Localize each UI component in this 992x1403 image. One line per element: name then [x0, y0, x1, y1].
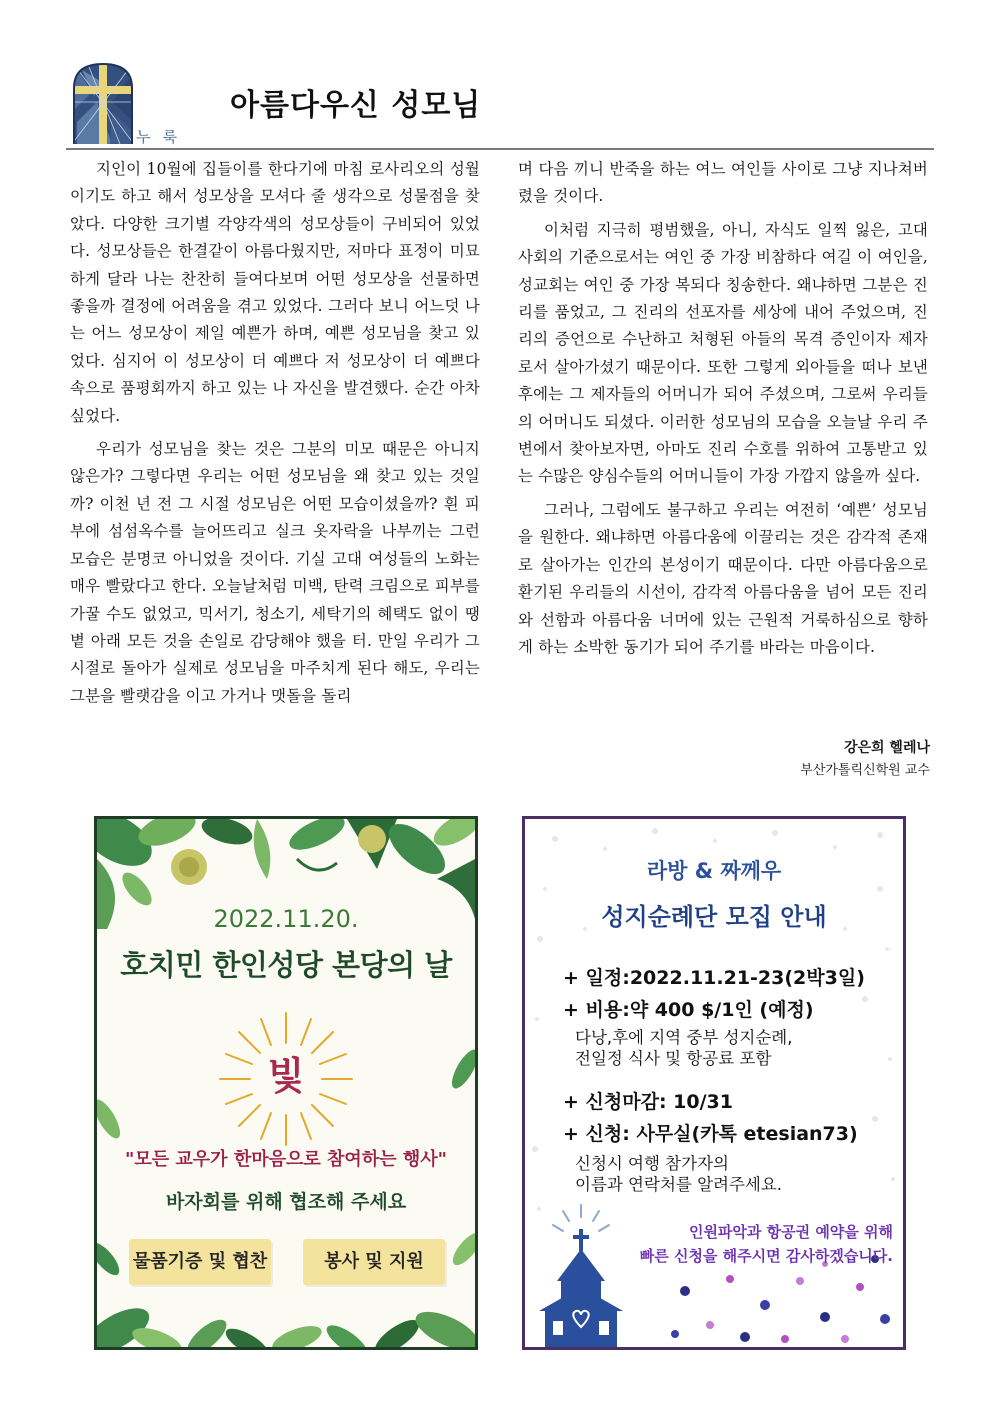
event-quote: "모든 교우가 한마음으로 참여하는 행사" — [124, 1149, 448, 1170]
schedule-line: + 일정:2022.11.21-23(2박3일) — [563, 967, 865, 989]
pilgrimage-subtitle: 라방 & 짜께우 — [646, 859, 782, 883]
deadline-line: + 신청마감: 10/31 — [563, 1091, 733, 1113]
article-column-left — [70, 156, 480, 710]
event-date: 2022.11.20. — [213, 905, 359, 933]
author-affiliation: 부산가톨릭신학원 교수 — [800, 763, 930, 778]
article-paragraph: 이처럼 지극히 평범했을, 아니, 자식도 일찍 잃은, 고대 사회의 기준으로서는 여인 중 가장 비참하다 여길 이 여인을, 성교회는 여인 중 가장 복되다 칭송한다. 왜냐하면 그분은 진리를 품었고, 그 진리의 선포자를 세상에 내어 주었으며, 진리의 증언으로 수난하고 처형된 아들의 목격 증인이자 제자로서 살아가셨기 때문이다. 또한 그렇게 외아들을 떠나 보낸 후에는 그 제자들의 어머니가 되어 주셨으며, 그로써 우리들의 어머니도 되셨다. 이러한 성모님의 모습을 오늘날 우리 주변에서 찾아보자면, 아마도 진리 수호를 위하여 고통받고 있는 수많은 양심수들의 어머니들이 가장 가깝지 않을까 싶다. — [518, 220, 928, 486]
article — [70, 156, 934, 776]
volunteer-support-label: 봉사 및 지원 — [303, 1239, 445, 1285]
author-name: 강은희 헬레나 — [843, 740, 930, 756]
donation-sponsorship-label: 물품기증 및 협찬 — [129, 1239, 271, 1285]
article-paragraph: 우리가 성모님을 찾는 것은 그분의 미모 때문은 아니지 않은가? 그렇다면 우리는 어떤 성모님을 왜 찾고 있는 것일까? 이천 년 전 그 시절 성모님은 어떤 모습이셨을까? 흰 피부에 섬섬옥수를 늘어뜨리고 실크 옷자락을 나부끼는 그런 모습은 분명코 아니었을 것이다. 기실 고대 여성들의 노화는 매우 빨랐다고 한다. 오늘날처럼 미백, 탄력 크림으로 피부를 가꿀 수도 없었고, 믹서기, 청소기, 세탁기의 혜택도 없이 땡볕 아래 모든 것을 손일로 감당해야 했을 터. 만일 우리가 그 시절로 돌아가 실제로 성모님을 마주치게 된다 해도, 우리는 그분을 빨랫감을 이고 가거나 맷돌을 돌리 — [70, 440, 480, 705]
apply-detail: 이름과 연락처를 알려주세요. — [575, 1175, 783, 1194]
page-header — [66, 62, 934, 154]
cross-window-icon — [72, 62, 134, 144]
bazaar-request: 바자회를 위해 협조해 주세요 — [165, 1191, 407, 1213]
booking-note: 빠른 신청을 해주시면 감사하겠습니다. — [639, 1247, 893, 1265]
article-paragraph: 며 다음 끼니 반죽을 하는 여느 여인들 사이로 그냥 지나쳐버렸을 것이다. — [518, 160, 928, 206]
apply-line: + 신청: 사무실(카톡 etesian73) — [563, 1123, 858, 1145]
header-divider — [66, 148, 934, 150]
article-column-right — [518, 156, 928, 661]
article-paragraph: 지인이 10월에 집들이를 한다기에 마침 로사리오의 성월이기도 하고 해서 성모상을 모셔다 줄 생각으로 성물점을 찾았다. 다양한 크기별 각양각색의 성모상들이 구비되어 있었다. 성모상들은 한결같이 아름다웠지만, 저마다 표정이 미묘하게 달라 나는 찬찬히 들여다보며 어떤 성모상을 선물하면 좋을까 결정에 어려움을 겪고 있었다. 그러다 보니 어느덧 나는 어느 성모상이 제일 예쁜가 하며, 예쁜 성모님을 찾고 있었다. 심지어 이 성모상이 더 예쁘다 저 성모상이 더 예쁘다 속으로 품평회까지 하고 있는 나 자신을 발견했다. 순간 아차 싶었다. — [70, 160, 480, 425]
article-paragraph: 그러나, 그럼에도 불구하고 우리는 여전히 ‘예쁜’ 성모님을 원한다. 왜냐하면 아름다움에 이끌리는 것은 감각적 존재로 살아가는 인간의 본성이기 때문이다. 다만 아름다움으로 환기된 우리들의 시선이, 감각적 아름다움을 넘어 모든 진리와 선함과 아름다움 너머에 있는 근원적 거룩하심으로 향하게 하는 소박한 동기가 되어 주기를 바라는 마음이다. — [518, 500, 928, 656]
light-word: 빛 — [267, 1054, 305, 1098]
section-label: 누 룩 — [136, 129, 182, 146]
pilgrimage-poster — [522, 816, 906, 1350]
author-signature — [800, 736, 930, 782]
cost-line: + 비용:약 400 $/1인 (예정) — [563, 999, 814, 1021]
page-title: 아름다우신 성모님 — [230, 88, 482, 123]
parish-day-poster — [94, 816, 478, 1350]
booking-note: 인원파악과 항공권 예약을 위해 — [688, 1223, 893, 1241]
event-title: 호치민 한인성당 본당의 날 — [120, 948, 452, 982]
apply-detail: 신청시 여행 참가자의 — [575, 1154, 729, 1173]
pilgrimage-title: 성지순례단 모집 안내 — [601, 903, 827, 931]
cost-detail: 다낭,후에 지역 중부 성지순례, — [575, 1028, 793, 1047]
cost-detail: 전일정 식사 및 항공료 포함 — [575, 1049, 772, 1068]
